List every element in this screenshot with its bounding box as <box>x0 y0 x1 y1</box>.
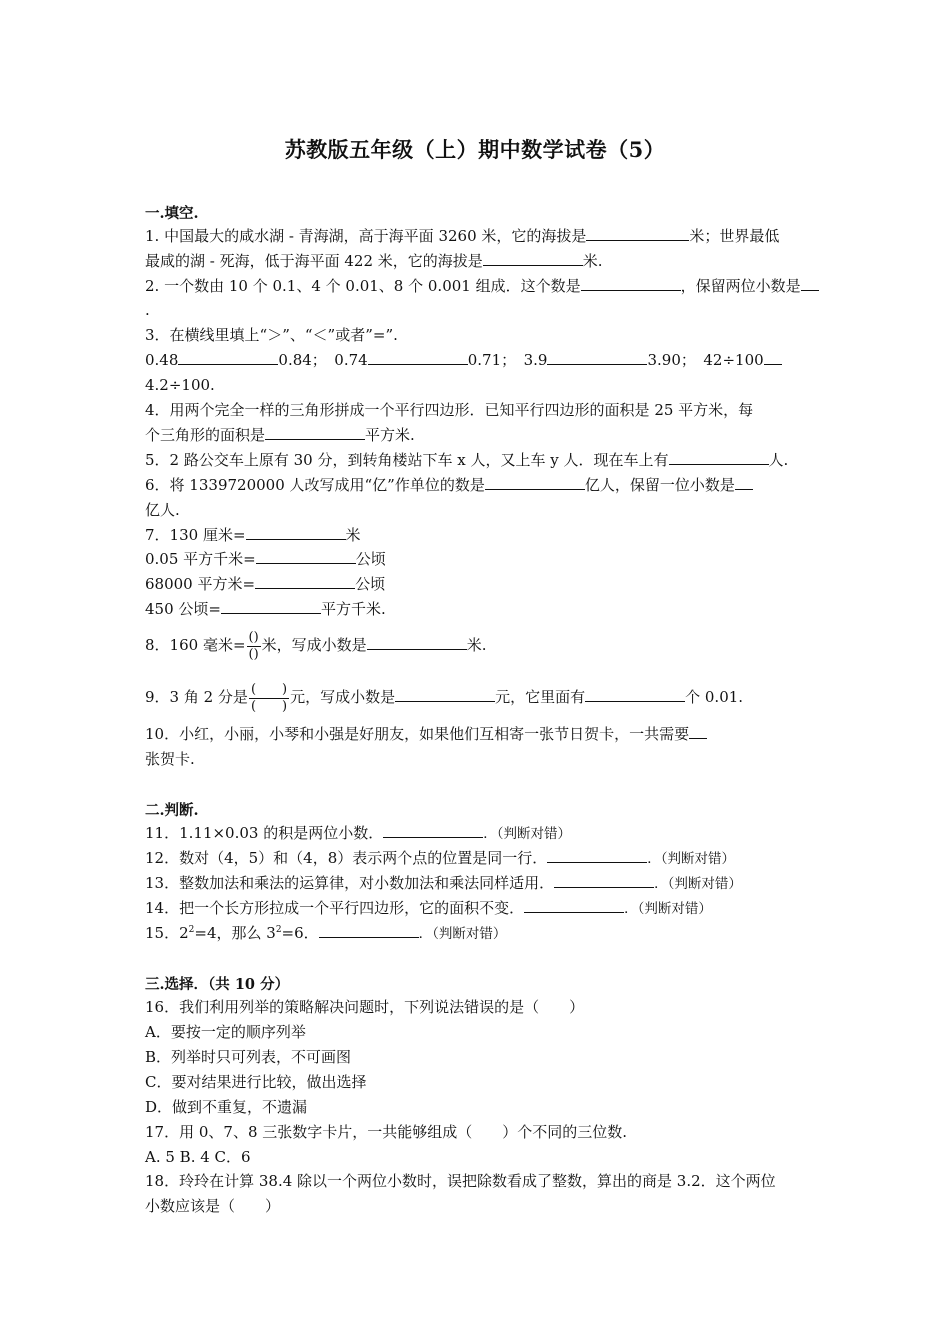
answer-blank[interactable] <box>367 635 467 650</box>
question-15: 15．$2^2=4$，那么 $3^2=6$． ．（判断对错） <box>145 924 507 942</box>
question-8: 8．160 毫米= $\frac{()}{()}$ 米，写成小数是 米. <box>145 629 487 662</box>
answer-blank[interactable] <box>801 276 819 291</box>
answer-blank[interactable] <box>178 350 278 365</box>
option-16-b[interactable]: B．列举时只可列表，不可画图 <box>145 1048 352 1066</box>
answer-blank[interactable] <box>221 599 321 614</box>
question-7-line-3: 68000 平方米= 公顷 <box>145 575 386 593</box>
question-9: 9．3 角 2 分是 $\frac{( )}{( )}$ 元，写成小数是 元，它里面有 个 0.01. <box>145 681 744 714</box>
question-14: 14．把一个长方形拉成一个平行四边形，它的面积不变． ．（判断对错） <box>145 899 712 917</box>
question-3-line-1: 3．在横线里填上“＞”、“＜”或者”=”. <box>145 326 398 344</box>
answer-blank[interactable] <box>554 873 654 888</box>
question-5: 5．2 路公交车上原有 30 分，到转角楼站下车 x 人，又上车 y 人．现在车上有 人. <box>145 451 789 469</box>
answer-blank[interactable] <box>547 848 647 863</box>
answer-blank[interactable] <box>255 574 355 589</box>
answer-blank[interactable] <box>483 251 583 266</box>
question-3-line-3: 4.2÷100. <box>145 376 215 394</box>
fraction <box>247 630 261 663</box>
question-7-line-1: 7．130 厘米= 米 <box>145 526 361 544</box>
option-16-d[interactable]: D．做到不重复，不遗漏 <box>145 1098 308 1116</box>
question-11: 11．1.11×0.03 的积是两位小数． ．（判断对错） <box>145 824 571 842</box>
fraction-denominator-blank[interactable]: () <box>248 646 259 662</box>
question-10-line-1: 10．小红，小丽，小琴和小强是好朋友，如果他们互相寄一张节日贺卡，一共需要 <box>145 724 707 744</box>
question-13: 13．整数加法和乘法的运算律，对小数加法和乘法同样适用． ．（判断对错） <box>145 874 742 892</box>
question-18-line-1: 18．玲玲在计算 38.4 除以一个两位小数时，误把除数看成了整数，算出的商是 3.2．这个两位 <box>145 1172 776 1190</box>
fraction-denominator-blank[interactable]: ( ) <box>250 698 288 714</box>
fraction <box>249 682 289 715</box>
question-17: 17．用 0、7、8 三张数字卡片，一共能够组成（ ）个不同的三位数. <box>145 1123 628 1141</box>
answer-blank[interactable] <box>246 525 346 540</box>
page-title: 苏教版五年级（上）期中数学试卷（5） <box>284 137 666 162</box>
answer-blank[interactable] <box>547 350 647 365</box>
answer-blank[interactable] <box>669 450 769 465</box>
section-heading-fill: 一.填空. <box>145 205 199 222</box>
answer-blank[interactable] <box>265 425 365 440</box>
question-6-line-1: 6．将 1339720000 人改写成用“亿”作单位的数是 亿人，保留一位小数是 <box>145 475 753 495</box>
question-4-line-1: 4．用两个完全一样的三角形拼成一个平行四边形．已知平行四边形的面积是 25 平方米，每 <box>145 401 754 419</box>
question-2-line-2: . <box>145 301 150 319</box>
fraction-numerator-blank[interactable]: () <box>248 629 259 645</box>
question-4-line-2: 个三角形的面积是 平方米. <box>145 426 415 444</box>
answer-blank[interactable] <box>256 549 356 564</box>
answer-blank[interactable] <box>368 350 468 365</box>
question-7-line-4: 450 公顷= 平方千米. <box>145 600 386 618</box>
question-18-line-2: 小数应该是（ ） <box>145 1197 281 1215</box>
question-12: 12．数对（4，5）和（4，8）表示两个点的位置是同一行． ．（判断对错） <box>145 849 736 867</box>
options-17[interactable]: A. 5 B. 4 C．6 <box>145 1148 251 1166</box>
section-heading-judge: 二.判断. <box>145 802 199 819</box>
answer-blank[interactable] <box>383 823 483 838</box>
answer-blank[interactable] <box>485 475 585 490</box>
answer-blank[interactable] <box>395 687 495 702</box>
answer-blank[interactable] <box>585 687 685 702</box>
question-3-line-2: 0.48 0.84； 0.74 0.71； 3.9 3.90； 42÷100 <box>145 350 782 370</box>
question-1-line-1: 1. 中国最大的咸水湖 - 青海湖，高于海平面 3260 米，它的海拔是 米；世界最低 <box>145 227 780 245</box>
fraction-numerator-blank[interactable]: ( ) <box>250 681 288 697</box>
option-16-c[interactable]: C．要对结果进行比较，做出选择 <box>145 1073 367 1091</box>
answer-blank[interactable] <box>586 226 689 241</box>
answer-blank[interactable] <box>689 724 707 739</box>
question-7-line-2: 0.05 平方千米= 公顷 <box>145 550 386 568</box>
section-heading-choice: 三.选择．（共 10 分） <box>145 976 290 993</box>
question-16: 16．我们利用列举的策略解决问题时，下列说法错误的是（ ） <box>145 998 585 1016</box>
question-10-line-2: 张贺卡. <box>145 750 195 768</box>
answer-blank[interactable] <box>764 350 782 365</box>
answer-blank[interactable] <box>581 276 681 291</box>
question-2-line-1: 2. 一个数由 10 个 0.1、4 个 0.01、8 个 0.001 组成．这个数是 ，保留两位小数是 <box>145 276 819 296</box>
option-16-a[interactable]: A．要按一定的顺序列举 <box>145 1023 306 1041</box>
question-1-line-2: 最咸的湖 - 死海，低于海平面 422 米，它的海拔是 米. <box>145 252 603 270</box>
answer-blank[interactable] <box>735 475 753 490</box>
answer-blank[interactable] <box>524 898 624 913</box>
answer-blank[interactable] <box>319 923 419 938</box>
question-6-line-2: 亿人. <box>145 501 180 519</box>
